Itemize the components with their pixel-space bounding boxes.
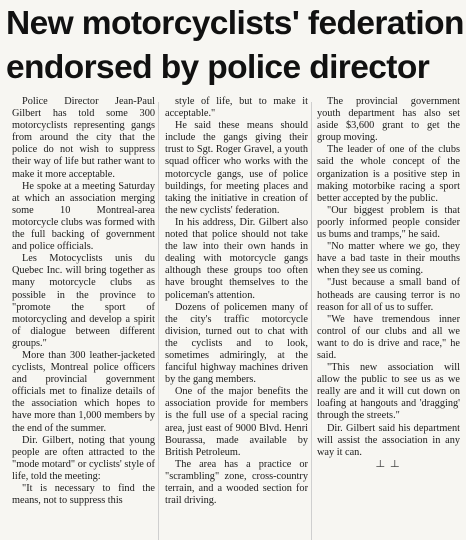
headline-line-1: New motorcyclists' federation xyxy=(6,5,464,42)
paragraph: Dozens of policemen many of the city's traffic motorcycle division, turned out to chat with the cyclists and to look, sometimes admiringly, at the fanciful highway machines driven by the gang members. xyxy=(165,301,308,386)
paragraph: The leader of one of the clubs said the whole concept of the organization is a positive step in making motorbike racing a sport better accepted by the public. xyxy=(317,144,460,204)
headline xyxy=(6,2,464,90)
paragraph: Dir. Gilbert, noting that young people are often attracted to the "mode motard" or cyclists' style of life, told the meeting: xyxy=(12,434,155,482)
paragraph: style of life, but to make it acceptable." xyxy=(165,96,308,120)
paragraph: "Just because a small band of hotheads are causing terror is no reason for all of us to suffer. xyxy=(317,277,460,313)
paragraph: "Our biggest problem is that poorly informed people consider us bums and tramps," he said. xyxy=(317,204,460,241)
column-3-body xyxy=(317,96,460,459)
paragraph: "This new association will allow the public to see us as we really are and it will cut down on loafing at hangouts and 'dragging' through the streets." xyxy=(317,362,460,422)
column-3 xyxy=(317,96,460,540)
paragraph: "It is necessary to find the means, not to suppress this xyxy=(12,483,155,507)
paragraph: "We have tremendous inner control of our clubs and all we want to do is drive and race," he said. xyxy=(317,313,460,361)
paragraph: "No matter where we go, they have a bad taste in their mouths when they see us coming. xyxy=(317,241,460,277)
article-body xyxy=(6,96,462,540)
paragraph: He spoke at a meeting Saturday at which an association merging some 10 Montreal-area motorcycle clubs was formed with the full backing of government and police officials. xyxy=(12,180,155,253)
paragraph: Police Director Jean-Paul Gilbert has told some 300 motorcyclists representing gangs from around the city that the police do not wish to suppress their way of life but rather want to make it more acceptable. xyxy=(12,96,155,180)
paragraph: The provincial government youth department has also set aside $3,600 grant to get the group moving. xyxy=(317,96,460,144)
paragraph: He said these means should include the gangs giving their trust to Sgt. Roger Gravel, a youth squad officer who works with the motorcycle gangs, use of police buildings, for meeting places and taking the initiative in creation of the new cyclists' federation. xyxy=(165,120,308,216)
paragraph: The area has a practice or "scrambling" zone, cross-country terrain, and a wooded section for trail driving. xyxy=(165,458,308,507)
headline-line-2: endorsed by police director xyxy=(6,49,430,86)
paragraph: Dir. Gilbert said his department will assist the association in any way it can. xyxy=(317,422,460,458)
paragraph: In his address, Dir. Gilbert also noted that police should not take the law into their own hands in dealing with motorcycle gangs although these groups too often have brought themselves to the policeman's attention. xyxy=(165,216,308,301)
end-mark: ┴ ┴ xyxy=(376,460,401,473)
column-2 xyxy=(165,96,308,540)
column-divider xyxy=(311,102,312,540)
column-divider xyxy=(158,102,159,540)
paragraph: More than 300 leather-jacketed cyclists, Montreal police officers and provincial government officials met to finalize details of the association which hopes to have more than 1,000 members by the end of the summer. xyxy=(12,349,155,434)
column-1 xyxy=(12,96,155,540)
paragraph: Les Motocyclists unis du Quebec Inc. will bring together as many motorcycle clubs as possible in the province to "promote the sport of motorcycling and develop a spirit of dialogue between different groups." xyxy=(12,253,155,349)
paragraph: One of the major benefits the association provide for members is the full use of a special racing area, just east of 9000 Blvd. Henri Bourassa, made available by British Petroleum. xyxy=(165,386,308,458)
